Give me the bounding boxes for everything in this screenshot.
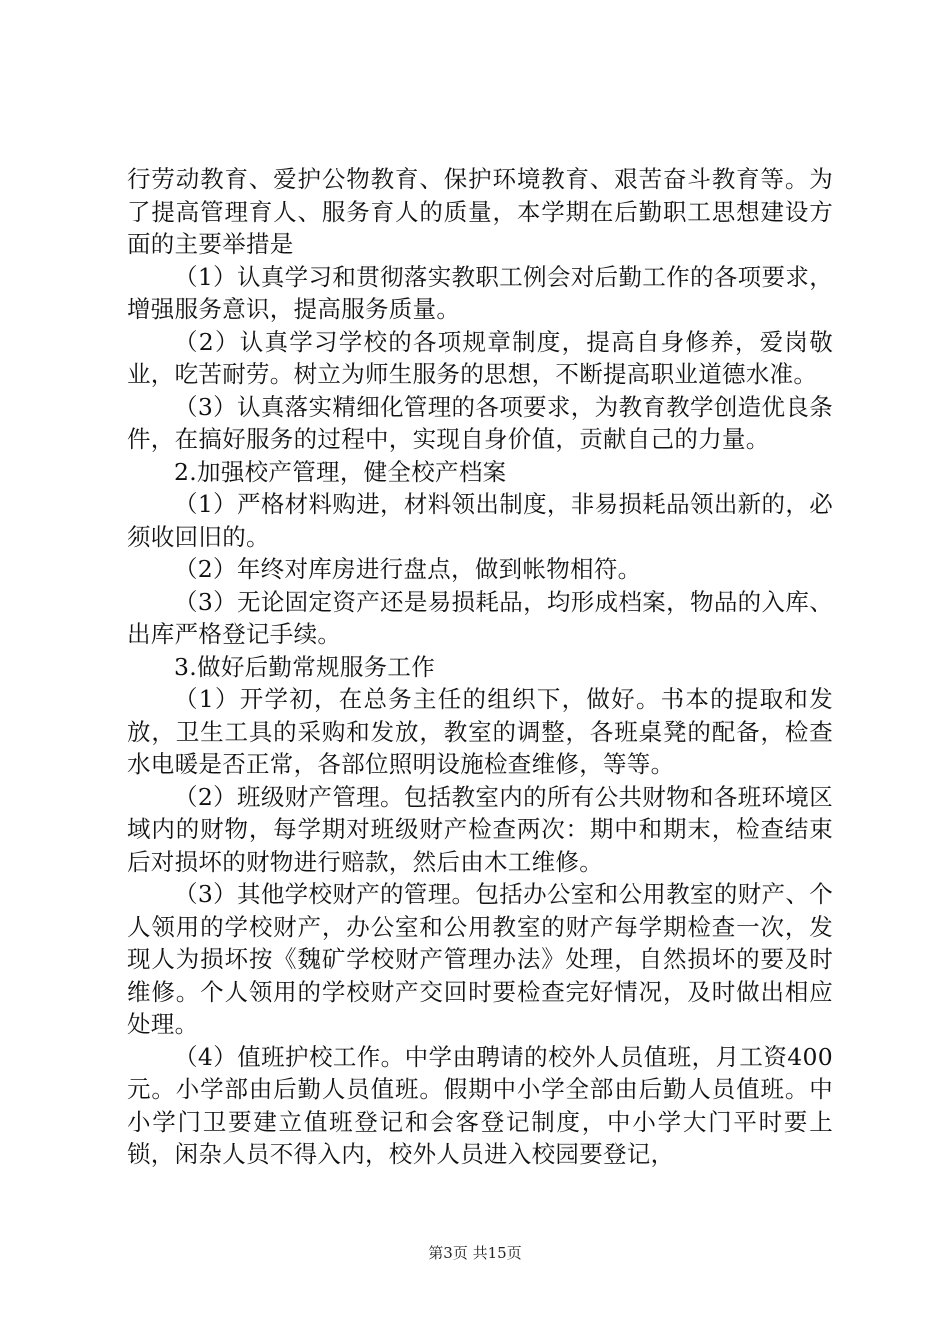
list-item: （3）认真落实精细化管理的各项要求，为教育教学创造优良条件，在搞好服务的过程中，实现自身价值，贡献自己的力量。 [127, 392, 833, 453]
list-item: （3）其他学校财产的管理。包括办公室和公用教室的财产、个人领用的学校财产，办公室和公用教室的财产每学期检查一次，发现人为损坏按《魏矿学校财产管理办法》处理，自然损坏的要及时维修。个人领用的学校财产交回时要检查完好情况，及时做出相应处理。 [127, 880, 833, 1038]
list-item: （1）严格材料购进，材料领出制度，非易损耗品领出新的，必须收回旧的。 [127, 490, 833, 551]
page-number-footer: 第3页 共15页 [428, 1244, 522, 1262]
list-item: （2）班级财产管理。包括教室内的所有公共财物和各班环境区域内的财物，每学期对班级财产检查两次：期中和期末，检查结束后对损坏的财物进行赔款，然后由木工维修。 [127, 782, 833, 876]
list-item: （2）年终对库房进行盘点，做到帐物相符。 [174, 555, 642, 583]
list-item: （2）认真学习学校的各项规章制度，提高自身修养，爱岗敬业，吃苦耐劳。树立为师生服务的思想，不断提高职业道德水准。 [127, 327, 833, 388]
paragraph-continuation: 行劳动教育、爱护公物教育、保护环境教育、艰苦奋斗教育等。为了提高管理育人、服务育人的质量，本学期在后勤职工思想建设方面的主要举措是 [127, 165, 833, 258]
section-heading: 2.加强校产管理，健全校产档案 [174, 457, 507, 486]
list-item: （4）值班护校工作。中学由聘请的校外人员值班，月工资400元。小学部由后勤人员值班。假期中小学全部由后勤人员值班。中小学门卫要建立值班登记和会客登记制度，中小学大门平时要上锁，闲杂人员不得入内，校外人员进入校园要登记， [127, 1042, 833, 1168]
section-heading: 3.做好后勤常规服务工作 [174, 652, 436, 681]
list-item: （3）无论固定资产还是易损耗品，均形成档案，物品的入库、出库严格登记手续。 [127, 587, 833, 648]
list-item: （1）认真学习和贯彻落实教职工例会对后勤工作的各项要求，增强服务意识，提高服务质量。 [127, 262, 833, 323]
document-body [127, 163, 833, 1171]
list-item: （1）开学初，在总务主任的组织下，做好。书本的提取和发放，卫生工具的采购和发放，教室的调整，各班桌凳的配备，检查水电暖是否正常，各部位照明设施检查维修，等等。 [127, 685, 833, 778]
